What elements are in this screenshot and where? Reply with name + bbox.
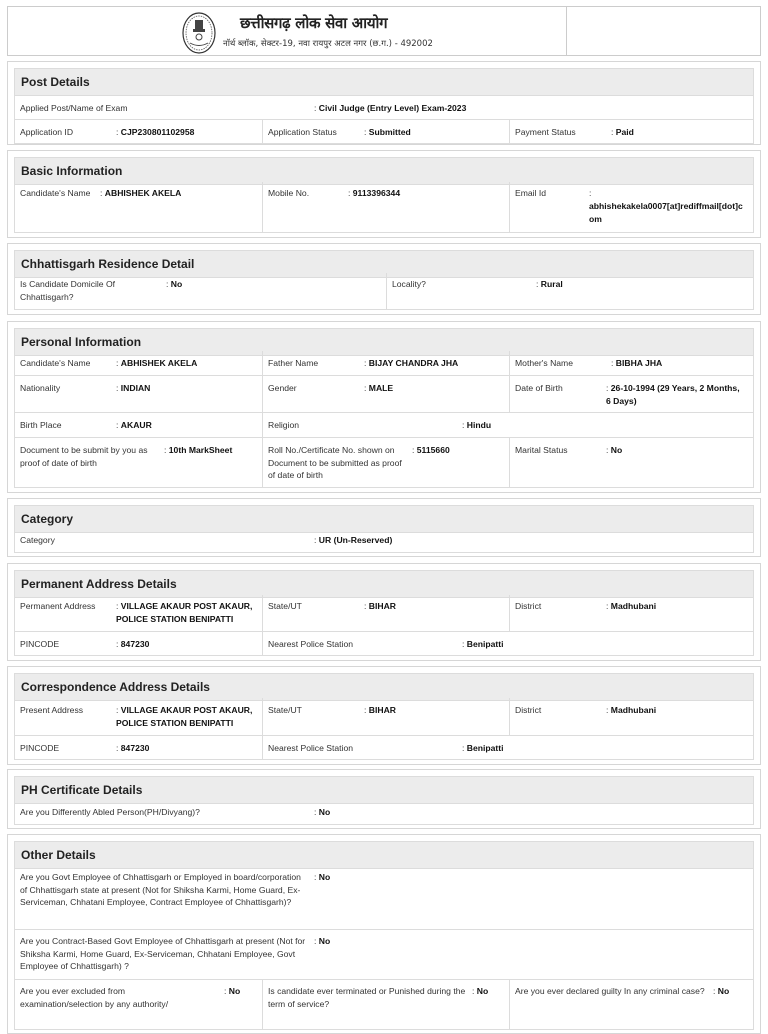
category-label: Category — [20, 535, 55, 545]
category-row — [14, 528, 754, 553]
roll-number-value: : 5115660 — [412, 444, 450, 457]
correspondence-row-1 — [14, 698, 754, 736]
correspondence-police-cell — [262, 736, 753, 759]
nationality-cell — [15, 376, 262, 412]
correspondence-pincode-cell — [15, 736, 262, 759]
domicile-value: : No — [166, 278, 182, 291]
candidate-name-cell — [15, 351, 262, 375]
application-id-cell — [15, 120, 262, 143]
police-station-label: Nearest Police Station — [268, 743, 354, 753]
district-value: : Madhubani — [606, 600, 656, 613]
govt-employee-value: : No — [314, 871, 330, 884]
divyang-value: : No — [314, 806, 330, 819]
permanent-address-section — [7, 563, 761, 661]
document-cell — [15, 438, 262, 487]
post-details-section — [7, 61, 761, 145]
header-divider — [566, 7, 567, 55]
gender-label: Gender — [268, 383, 297, 393]
birth-place-cell — [15, 413, 262, 437]
district-value: : Madhubani — [606, 704, 656, 717]
state-label: State/UT — [268, 705, 302, 715]
section-title: PH Certificate Details — [14, 776, 754, 804]
candidate-name-cell — [15, 182, 262, 232]
section-title: Permanent Address Details — [14, 570, 754, 598]
nationality-label: Nationality — [20, 383, 61, 393]
divyang-label: Are you Differently Abled Person(PH/Divyang)? — [20, 807, 200, 817]
marital-status-cell — [509, 438, 753, 487]
applied-post-row — [14, 96, 754, 120]
gender-value: : MALE — [364, 382, 393, 395]
excluded-label: Are you ever excluded from examination/selection by any authority/ — [20, 986, 169, 1009]
religion-label: Religion — [268, 420, 300, 430]
permanent-pincode-cell — [15, 632, 262, 655]
permanent-state-cell — [262, 595, 509, 631]
locality-value: : Rural — [536, 278, 563, 291]
contract-employee-row — [14, 930, 754, 980]
excluded-cell — [15, 980, 262, 1029]
permanent-address-value: : VILLAGE AKAUR POST AKAUR, POLICE STATION BENIPATTI — [116, 600, 258, 625]
guilty-cell — [509, 980, 753, 1029]
application-id-label: Application ID — [20, 127, 74, 137]
ph-certificate-section — [7, 769, 761, 829]
dob-label: Date of Birth — [515, 383, 563, 393]
payment-status-value: : Paid — [611, 126, 634, 139]
candidate-name-value: : ABHISHEK AKELA — [100, 187, 181, 200]
payment-status-cell — [509, 120, 753, 143]
present-address-value: : VILLAGE AKAUR POST AKAUR, POLICE STATION BENIPATTI — [116, 704, 258, 729]
state-value: : BIHAR — [364, 600, 396, 613]
correspondence-row-2 — [14, 736, 754, 760]
district-label: District — [515, 601, 542, 611]
basic-information-section — [7, 150, 761, 238]
personal-row-4 — [14, 438, 754, 488]
document-label: Document to be submit by you as proof of date of birth — [20, 445, 148, 468]
nationality-value: : INDIAN — [116, 382, 150, 395]
dob-cell — [509, 376, 753, 412]
section-title: Category — [14, 505, 754, 533]
pincode-value: : 847230 — [116, 638, 149, 651]
permanent-address-row-1 — [14, 595, 754, 632]
basic-info-row — [14, 182, 754, 233]
email-colon: : — [589, 188, 592, 198]
guilty-label: Are you ever declared guilty In any criminal case? — [515, 986, 705, 996]
terminated-label: Is candidate ever terminated or Punished during the term of service? — [268, 986, 466, 1009]
permanent-address-row-2 — [14, 632, 754, 656]
state-value: : BIHAR — [364, 704, 396, 717]
mobile-value: : 9113396344 — [348, 187, 400, 200]
applied-post-value: : Civil Judge (Entry Level) Exam-2023 — [314, 102, 466, 115]
category-section — [7, 498, 761, 557]
ph-row — [14, 800, 754, 825]
state-emblem-icon — [180, 10, 218, 56]
application-id-value: : CJP230801102958 — [116, 126, 194, 139]
misconduct-row — [14, 980, 754, 1030]
religion-value: : Hindu — [462, 419, 491, 432]
candidate-name-label: Candidate's Name — [20, 358, 91, 368]
personal-row-1 — [14, 351, 754, 376]
locality-label: Locality? — [392, 279, 426, 289]
marital-status-value: : No — [606, 444, 622, 457]
govt-employee-row — [14, 866, 754, 930]
govt-employee-label: Are you Govt Employee of Chhattisgarh or Employed in board/corporation of Chhattisgarh state at present (Not for Shiksha Karmi, Home Guard, Ex-Serviceman, Chhatani Employee, Contract Employee of Chhattisgarh)? — [20, 872, 301, 907]
email-label: Email Id — [515, 188, 547, 198]
present-address-cell — [15, 698, 262, 735]
state-label: State/UT — [268, 601, 302, 611]
personal-row-3 — [14, 413, 754, 438]
mother-name-cell — [509, 351, 753, 375]
mother-name-value: : BIBHA JHA — [611, 357, 662, 370]
email-cell — [509, 182, 753, 232]
permanent-address-label: Permanent Address — [20, 601, 96, 611]
terminated-cell — [262, 980, 509, 1029]
pincode-value: : 847230 — [116, 742, 149, 755]
domicile-cell — [15, 273, 386, 309]
permanent-address-cell — [15, 595, 262, 631]
father-name-value: : BIJAY CHANDRA JHA — [364, 357, 458, 370]
candidate-name-value: : ABHISHEK AKELA — [116, 357, 197, 370]
police-station-value: : Benipatti — [462, 742, 504, 755]
section-title: Other Details — [14, 841, 754, 869]
section-title: Basic Information — [14, 157, 754, 185]
header — [7, 6, 761, 56]
application-status-value: : Submitted — [364, 126, 411, 139]
candidate-name-label: Candidate's Name — [20, 188, 91, 198]
application-status-cell — [262, 120, 509, 143]
mother-name-label: Mother's Name — [515, 358, 573, 368]
section-title: Personal Information — [14, 328, 754, 356]
applied-post-label: Applied Post/Name of Exam — [20, 103, 128, 113]
religion-cell — [262, 413, 753, 437]
roll-number-label: Roll No./Certificate No. shown on Document to be submitted as proof of date of birth — [268, 445, 402, 480]
domicile-label: Is Candidate Domicile Of Chhattisgarh? — [20, 279, 116, 302]
father-name-cell — [262, 351, 509, 375]
category-value: : UR (Un-Reserved) — [314, 534, 392, 547]
permanent-district-cell — [509, 595, 753, 631]
pincode-label: PINCODE — [20, 639, 60, 649]
section-title: Chhattisgarh Residence Detail — [14, 250, 754, 278]
dob-value: : 26-10-1994 (29 Years, 2 Months, 6 Days) — [606, 382, 746, 407]
correspondence-state-cell — [262, 698, 509, 735]
correspondence-district-cell — [509, 698, 753, 735]
present-address-label: Present Address — [20, 705, 84, 715]
org-name: छत्तीसगढ़ लोक सेवा आयोग — [240, 14, 388, 32]
birth-place-value: : AKAUR — [116, 419, 152, 432]
gender-cell — [262, 376, 509, 412]
residence-section — [7, 243, 761, 315]
district-label: District — [515, 705, 542, 715]
terminated-value: : No — [472, 985, 488, 998]
section-title: Post Details — [14, 68, 754, 96]
application-row — [14, 120, 754, 144]
contract-employee-value: : No — [314, 935, 330, 948]
birth-place-label: Birth Place — [20, 420, 62, 430]
permanent-police-cell — [262, 632, 753, 655]
guilty-value: : No — [713, 985, 729, 998]
contract-employee-label: Are you Contract-Based Govt Employee of Chhattisgarh at present (Not for Shiksha Karmi, Home Guard, Ex-Serviceman, Chhatani Employee, Govt Employee of Chhattisgarh) ? — [20, 936, 306, 971]
personal-information-section — [7, 321, 761, 493]
section-title: Correspondence Address Details — [14, 673, 754, 701]
excluded-value: : No — [224, 985, 240, 998]
payment-status-label: Payment Status — [515, 127, 576, 137]
locality-cell — [386, 273, 753, 309]
residence-row — [14, 273, 754, 310]
marital-status-label: Marital Status — [515, 445, 568, 455]
father-name-label: Father Name — [268, 358, 319, 368]
police-station-label: Nearest Police Station — [268, 639, 354, 649]
other-details-section — [7, 834, 761, 1034]
email-value: abhishekakela0007[at]rediffmail[dot]com — [589, 201, 743, 224]
roll-number-cell — [262, 438, 509, 487]
org-address: नॉर्थ ब्लॉक, सेक्टर-19, नवा रायपुर अटल नगर (छ.ग.) - 492002 — [223, 39, 433, 49]
personal-row-2 — [14, 376, 754, 413]
mobile-cell — [262, 182, 509, 232]
mobile-label: Mobile No. — [268, 188, 310, 198]
application-status-label: Application Status — [268, 127, 337, 137]
police-station-value: : Benipatti — [462, 638, 504, 651]
pincode-label: PINCODE — [20, 743, 60, 753]
document-value: : 10th MarkSheet — [164, 444, 232, 457]
correspondence-address-section — [7, 666, 761, 765]
